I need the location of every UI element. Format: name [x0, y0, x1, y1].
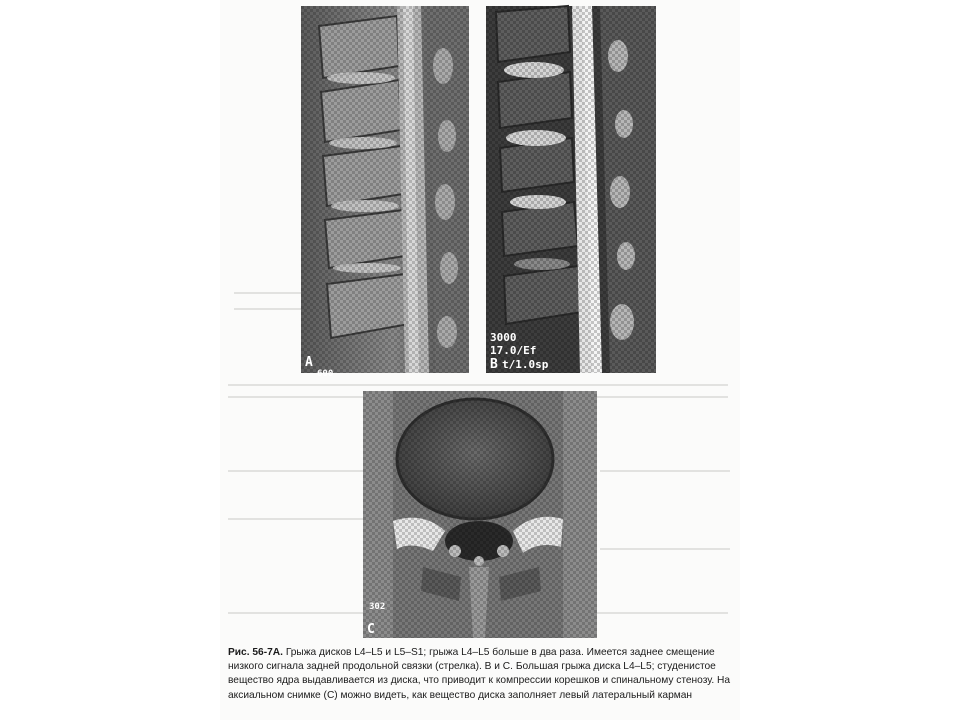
- mri-panel-c: [363, 391, 597, 638]
- mri-panel-a: [301, 6, 469, 379]
- bleed-through-line: [228, 384, 728, 386]
- figure-label: Рис. 56-7А.: [228, 647, 283, 658]
- panel-b-letter: B: [490, 357, 498, 372]
- sagittal-spine-image-b: [486, 6, 656, 373]
- panel-a-readout: 600: [317, 369, 334, 379]
- panel-b-readout-line-2: 17.0/Ef: [490, 344, 537, 357]
- panel-c-letter: C: [367, 622, 375, 637]
- bleed-through-line: [228, 470, 368, 472]
- bleed-through-line: [600, 548, 730, 550]
- caption-text: Грыжа дисков L4–L5 и L5–S1; грыжа L4–L5 больше в два раза. Имеется заднее смещение низкого сигнала задней продольной связки (стрелка). В и С. Большая грыжа диска L4–L5; студенистое вещество ядра выдавливается из диска, что приводит к компрессии корешков и спинальному стенозу. На аксиальном снимке (С) можно видеть, как вещество диска заполняет левый латеральный карман: [228, 647, 731, 701]
- mri-panel-b: [486, 6, 656, 373]
- panel-b-readout-line-3: t/1.0sp: [502, 358, 549, 371]
- bleed-through-line: [600, 470, 730, 472]
- panel-c-readout: 302: [369, 602, 386, 612]
- bleed-through-line: [234, 308, 306, 310]
- axial-spine-image-c: [363, 391, 597, 638]
- bleed-through-line: [228, 518, 368, 520]
- panel-a-letter: A: [305, 355, 313, 370]
- figure-caption: [228, 646, 748, 703]
- panel-b-readout-line-1: 3000: [490, 331, 517, 344]
- sagittal-spine-image-a: [301, 6, 469, 373]
